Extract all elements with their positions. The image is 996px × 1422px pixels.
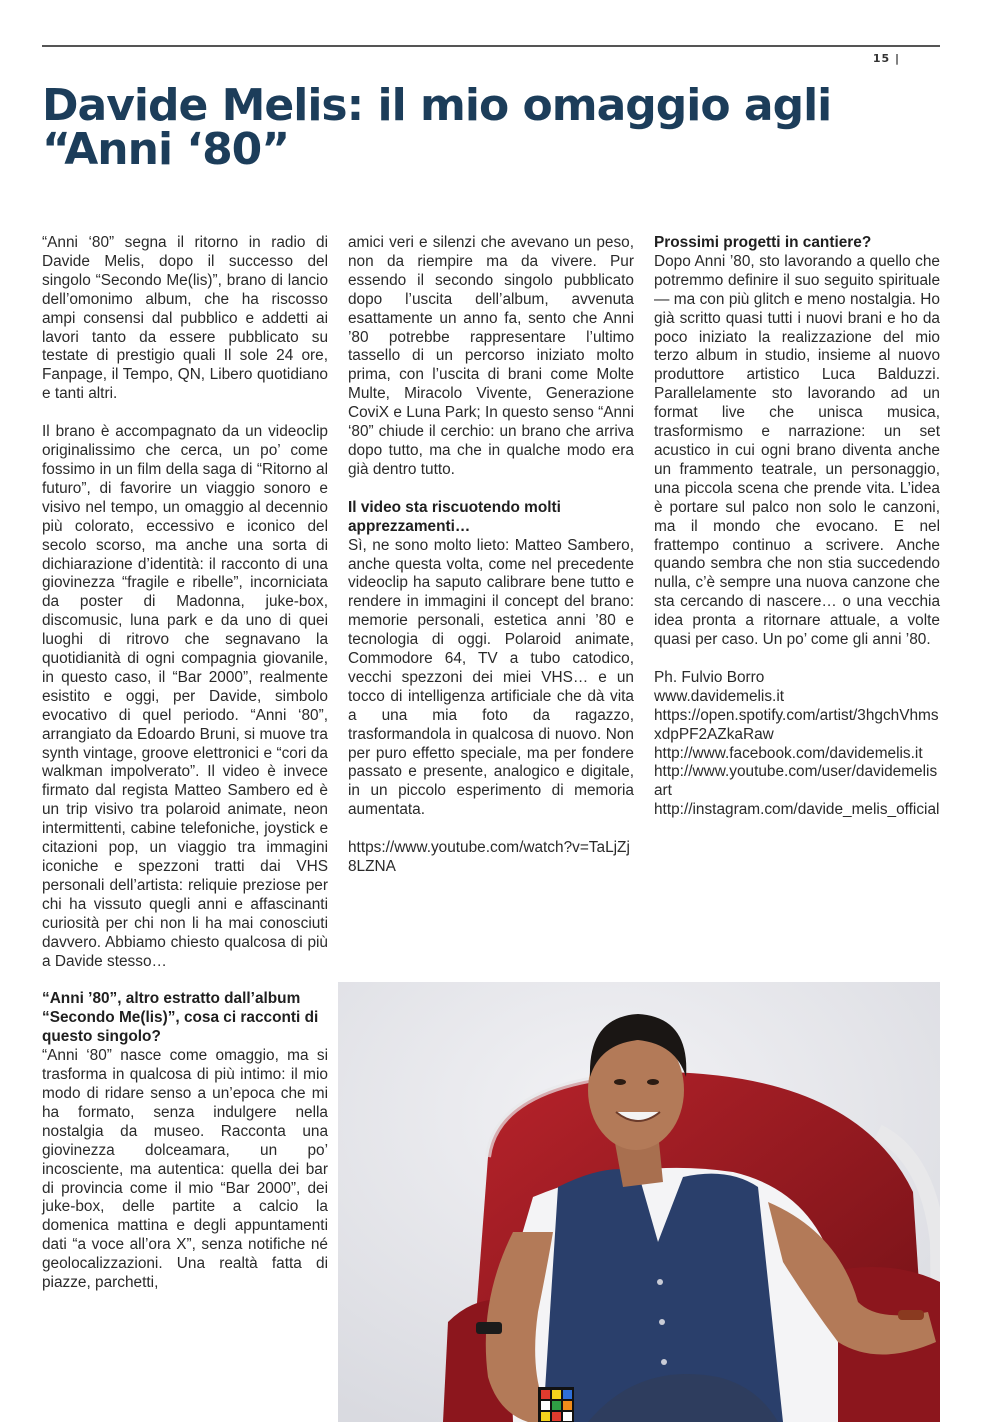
- interview-answer: “Anni ‘80” nasce come omaggio, ma si trasforma in qualcosa di più intimo: il mio modo di ridare senso a un’epoca che mi ha formato, senza indulgere nella nostalgia da museo. Racconta una giovinezza dolceamara, un po’ incosciente, ma autentica: quella dei bar di provincia come il mio “Bar 2000”, dei juke-box, delle partite a calcio la domenica mattina e degli appuntamenti dati “a voce all’ora X”, senza notifiche né geolocalizzazioni. Una realtà fatta di piazze, parchetti,: [42, 1047, 328, 1292]
- spotify-link[interactable]: https://open.spotify.com/artist/3hgchVhmsxdpPF2AZkaRaw: [654, 706, 939, 743]
- interview-answer: Sì, ne sono molto lieto: Matteo Sambero, anche questa volta, come nel precedente videoclip ha saputo calibrare bene tutto e rendere in immagini il concept del brano: memorie personali, estetica anni ’80 e tecnologia di oggi. Polaroid animate, Commodore 64, TV a tubo catodico, vecchi spezzoni dei miei VHS… e un tocco di intelligenza artificiale che dà vita a una mia foto da ragazzo, trasformandola in qualcosa di nuovo. Non per puro effetto speciale, ma per fondere passato e presente, analogico e digitale, in un piccolo esperimento di memoria aumentata.: [348, 536, 634, 819]
- intro-paragraph: “Anni ‘80” segna il ritorno in radio di Davide Melis, dopo il successo del singolo “Secondo Me(lis)”, brano di lancio dell’omonimo album, che ha riscosso ampi consensi dal pubblico e addetti ai lavori tanto da essere pubblicato su testate di prestigio quali Il sole 24 ore, Fanpage, il Tempo, QN, Libero quotidiano e tanti altri.: [42, 234, 328, 403]
- artist-photo: [338, 982, 940, 1422]
- article-title-line-1: Davide Melis: il mio omaggio agli: [42, 80, 832, 131]
- column-1: [42, 234, 328, 1293]
- photo-credit: Ph. Fulvio Borro: [654, 668, 765, 686]
- rubiks-cube: [538, 1387, 574, 1422]
- website-link[interactable]: www.davidemelis.it: [654, 687, 785, 705]
- interview-question: “Anni ’80”, altro estratto dall’album “Secondo Me(lis)”, cosa ci racconti di questo singolo?: [42, 990, 319, 1046]
- article-title-line-2: “Anni ‘80”: [42, 124, 290, 175]
- youtube-video-link[interactable]: https://www.youtube.com/watch?v=TaLjZj8LZNA: [348, 839, 630, 876]
- facebook-link[interactable]: http://www.facebook.com/davidemelis.it: [654, 744, 923, 762]
- interview-question: Il video sta riscuotendo molti apprezzamenti…: [348, 498, 561, 535]
- column-3: [654, 234, 940, 820]
- interview-question: Prossimi progetti in cantiere?: [654, 234, 872, 251]
- artist-portrait-illustration: [338, 982, 940, 1422]
- column-2: [348, 234, 634, 877]
- interview-answer-continued: amici veri e silenzi che avevano un peso, non da riempire ma da vivere. Pur essendo il secondo singolo pubblicato dopo l’uscita dell’album, avvenuta esattamente un anno fa, sento che Anni ’80 potrebbe rappresentare l’ultimo tassello di un percorso iniziato molto prima, con l’uscita di brani come Molte Multe, Miracolo Vivente, Generazione CoviX e Luna Park; In questo senso “Anni ‘80” chiude il cerchio: un brano che arriva dopo tutto, ma che in qualche modo era già dentro tutto.: [348, 234, 634, 478]
- youtube-channel-link[interactable]: http://www.youtube.com/user/davidemelisart: [654, 763, 938, 800]
- article-title: [42, 80, 942, 175]
- page-number: 15 |: [872, 52, 900, 65]
- interview-answer: Dopo Anni ’80, sto lavorando a quello che potremmo definire il suo seguito spirituale — ma con più glitch e meno nostalgia. Ho già scritto quasi tutti i nuovi brani e ho da poco iniziato la realizzazione del mio terzo album in studio, insieme al nuovo produttore artistico Luca Balduzzi. Parallelamente sto lavorando ad un format live che unisca musica, trasformismo e narrazione: un set acustico in cui ogni brano diventa anche un frammento teatrale, un personaggio, una piccola scena che prende vita. L’idea è portare sul palco non solo le canzoni, ma il mondo che evocano. E nel frattempo continuo a scrivere. Anche quando sembra che non stia succedendo nulla, c’è sempre una nuova canzone che sta cercando di nascere… o una vecchia idea pronta a ritornare attuale, a volte quasi per caso. Un po’ come gli anni ’80.: [654, 252, 940, 649]
- instagram-link[interactable]: http://instagram.com/davide_melis_official: [654, 801, 940, 819]
- body-paragraph: Il brano è accompagnato da un videoclip originalissimo che cerca, un po’ come fossimo in un film della saga di “Ritorno al futuro”, di favorire un viaggio sonoro e visivo nel tempo, un omaggio al decennio più colorato, eccessivo e iconico del secolo scorso, ma anche una sorta di dichiarazione d’identità: il racconto di una giovinezza “fragile e ribelle”, incorniciata da poster di Madonna, juke-box, discomusic, luna park e da uno di quei luoghi di ritrovo che segnavano la quotidianità di ogni compagnia giovanile, in questo caso, il “Bar 2000”, realmente esistito e oggi, per Davide, simbolo evocativo di quel periodo. “Anni ‘80”, arrangiato da Edoardo Bruni, si muove tra synth vintage, groove elettronici e “cori da walkman impolverato”. Il video è invece firmato dal regista Matteo Sambero ed è un trip visivo tra polaroid animate, neon intermittenti, cabine telefoniche, joystick e citazioni pop, un viaggio tra immagini iconiche e spezzoni tratti dai VHS personali dell’artista: reliquie preziose per chi ha vissuto quegli anni e affascinanti curiosità per chi non li ha mai conosciuti davvero. Abbiamo chiesto qualcosa di più a Davide stesso…: [42, 423, 328, 970]
- top-rule: [42, 45, 940, 47]
